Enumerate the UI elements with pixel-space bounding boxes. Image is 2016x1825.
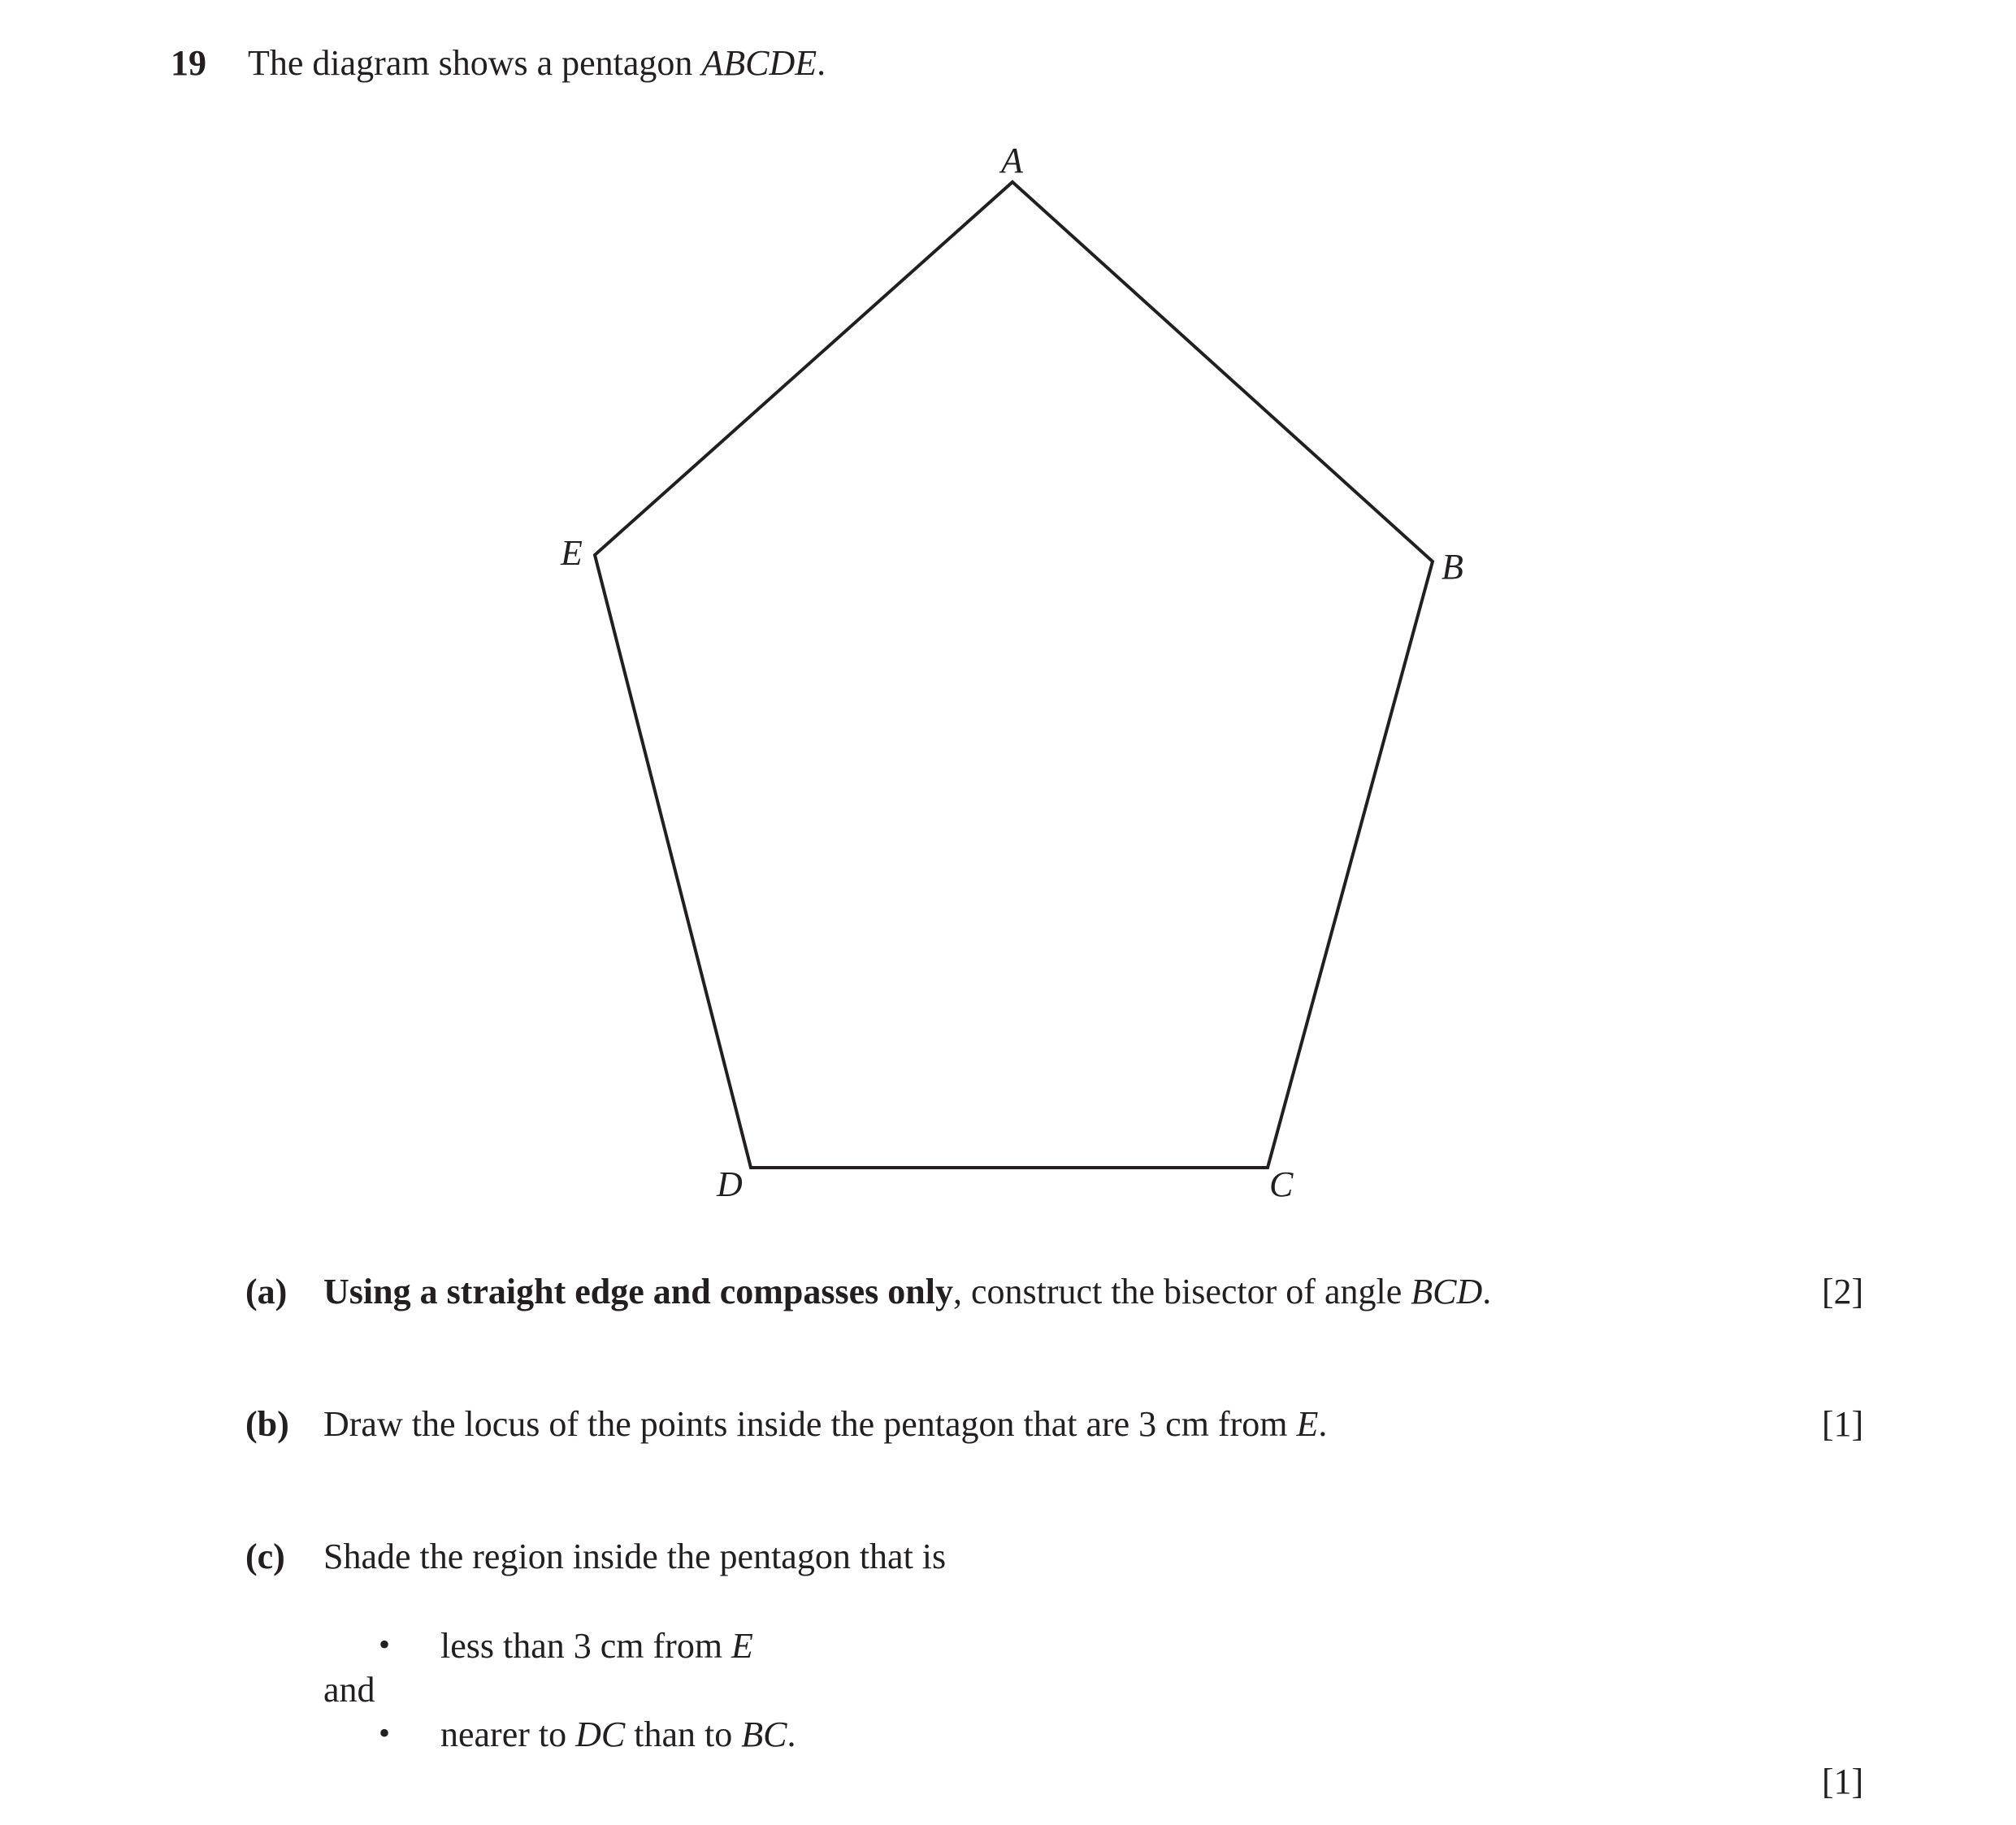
part-a-label: (a) [245, 1272, 288, 1311]
part-a-plain-text: , construct the bisector of angle [952, 1272, 1411, 1311]
bullet-1-text [440, 1628, 753, 1664]
connector-and: and [323, 1670, 375, 1710]
bullet-2-plain-2: than to [625, 1714, 742, 1754]
part-b-plain-text: Draw the locus of the points inside the pentagon that are 3 cm from [323, 1404, 1297, 1444]
part-a-text [323, 1274, 1491, 1310]
intro-pentagon-name: ABCDE [701, 43, 817, 83]
bullet-2-period: . [787, 1714, 796, 1754]
bullet-1-plain: less than 3 cm from [440, 1626, 732, 1666]
bullet-1-symbol: • [379, 1626, 391, 1662]
question-number: 19 [171, 43, 206, 83]
part-b-marks: [1] [1822, 1404, 1864, 1444]
vertex-label-d: D [717, 1164, 743, 1204]
pentagon-abcde [595, 182, 1433, 1168]
part-b-period: . [1318, 1404, 1328, 1444]
part-c-label: (c) [245, 1537, 285, 1576]
vertex-label-b: B [1442, 547, 1463, 587]
part-b-point-name: E [1296, 1404, 1319, 1444]
part-b-label: (b) [245, 1404, 289, 1444]
bullet-2-line-dc: DC [575, 1714, 626, 1754]
intro-period: . [817, 43, 826, 83]
bullet-2-plain-1: nearer to [440, 1714, 576, 1754]
part-a-bold-instruction: Using a straight edge and compasses only [323, 1272, 953, 1311]
vertex-label-e: E [561, 533, 583, 573]
bullet-2-line-bc: BC [741, 1714, 787, 1754]
intro-text: The diagram shows a pentagon [248, 43, 702, 83]
vertex-label-c: C [1269, 1164, 1294, 1204]
part-a-period: . [1482, 1272, 1492, 1311]
part-b-text [323, 1404, 1328, 1444]
part-c-marks: [1] [1822, 1762, 1864, 1801]
part-c-text: Shade the region inside the pentagon that is [323, 1537, 947, 1576]
bullet-2-text [440, 1714, 796, 1754]
bullet-1-point-name: E [731, 1626, 753, 1666]
part-a-angle-name: BCD [1411, 1272, 1483, 1311]
bullet-2-symbol: • [379, 1714, 391, 1751]
part-a-marks: [2] [1822, 1272, 1864, 1311]
vertex-label-a: A [1001, 141, 1023, 180]
